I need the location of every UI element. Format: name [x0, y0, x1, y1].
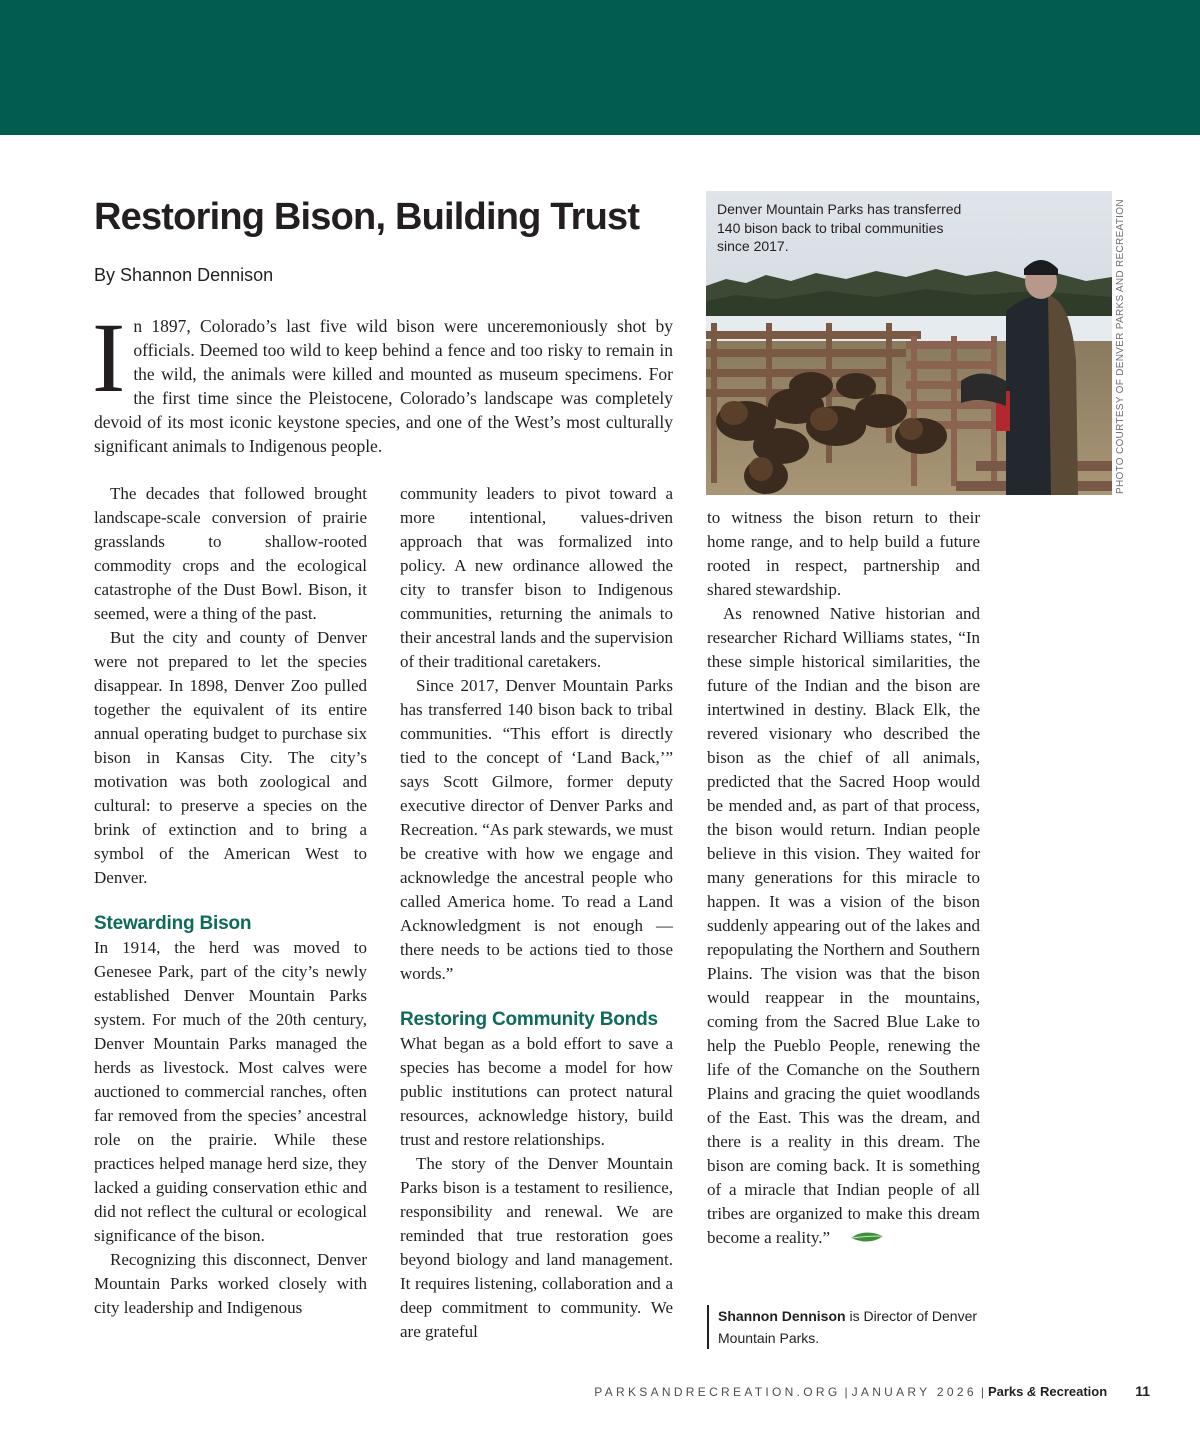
page-number: 11	[1135, 1383, 1150, 1399]
column-1	[94, 482, 367, 1320]
col1-paragraph-4: Recognizing this disconnect, Denver Mountain Parks worked closely with city leadership and Indigenous	[94, 1250, 367, 1317]
subhead-restoring-community-bonds: Restoring Community Bonds	[400, 1009, 658, 1030]
column-2	[400, 482, 673, 1344]
intro-paragraph	[92, 302, 673, 458]
magazine-name-part-2: Recreation	[1036, 1384, 1108, 1399]
photo-credit: PHOTO COURTESY OF DENVER PARKS AND RECREATION	[1115, 199, 1126, 494]
article-title: Restoring Bison, Building Trust	[94, 196, 640, 238]
footer-issue: JANUARY 2026	[851, 1385, 977, 1399]
header-bar	[0, 0, 1200, 135]
author-bio	[707, 1305, 1008, 1349]
col1-paragraph-1: The decades that followed brought landscape-scale conversion of prairie grasslands to shallow-rooted commodity crops and the ecological catastrophe of the Dust Bowl. Bison, it seemed, were a thing of the past.	[94, 484, 367, 623]
col2-paragraph-1: community leaders to pivot toward a more intentional, values-driven approach that was formalized into policy. A new ordinance allowed the city to transfer bison to Indigenous communities, returning the animals to their ancestral lands and the supervision of their traditional caretakers.	[400, 484, 673, 671]
magazine-name-ampersand: &	[1026, 1384, 1037, 1399]
col3-paragraph-2-text: As renowned Native historian and researcher Richard Williams states, “In these simple historical similarities, the future of the Indian and the bison are intertwined in destiny. Black Elk, the revered visionary who described the bison as the chief of all animals, predicted that the Sacred Hoop would be mended and, as part of that process, the bison would return. Indian people believe in this vision. They waited for many generations for this miracle to happen. It was a vision of the bison suddenly appearing out of the lakes and repopulating the Northern and Southern Plains. The vision was that the bison would reappear in the mountains, coming from the Sacred Blue Lake to help the Pueblo People, renewing the life of the Comanche on the Southern Plains and gracing the quiet woodlands of the East. This was the dream, and there is a reality in this dream. The bison are coming back. It is something of a miracle that Indian people of all tribes are organized to make this dream become a reality.”	[707, 604, 980, 1247]
col3-paragraph-1: to witness the bison return to their home range, and to help build a future rooted in respect, partnership and shared stewardship.	[707, 508, 980, 599]
page-footer	[594, 1383, 1150, 1399]
byline: By Shannon Dennison	[94, 265, 274, 285]
col2-paragraph-2: Since 2017, Denver Mountain Parks has transferred 140 bison back to tribal communities. “This effort is directly tied to the concept of ‘Land Back,’” says Scott Gilmore, former deputy executive director of Denver Parks and Recreation. “As park stewards, we must be creative with how we engage and acknowledge the ancestral people who called America home. To read a Land Acknowledgment is not enough — there needs to be actions tied to those words.”	[400, 676, 673, 983]
col3-paragraph-2	[707, 602, 980, 1251]
subhead-stewarding-bison: Stewarding Bison	[94, 913, 252, 934]
intro-text: n 1897, Colorado’s last five wild bison were unceremoniously shot by officials. Deemed too wild to keep behind a fence and too risky to remain in the wild, the animals were killed and mounted as museum specimens. For the first time since the Pleistocene, Colorado’s landscape was completely devoid of its most iconic keystone species, and one of the West’s most culturally significant animals to Indigenous people.	[94, 316, 673, 456]
footer-site: PARKSANDRECREATION.ORG	[594, 1385, 841, 1399]
footer-separator-2: |	[980, 1385, 984, 1399]
col1-paragraph-3: In 1914, the herd was moved to Genesee Park, part of the city’s newly established Denver Mountain Parks system. For much of the 20th century, Denver Mountain Parks managed the herds as livestock. Most calves were auctioned to commercial ranches, often far removed from the species’ ancestral role on the prairie. While these practices helped manage herd size, they lacked a guiding conservation ethic and did not reflect the cultural or ecological significance of the bison.	[94, 938, 367, 1245]
leaf-icon	[834, 1227, 884, 1251]
bison-photo	[706, 191, 1112, 495]
footer-magazine-name	[988, 1384, 1107, 1399]
footer-separator-1: |	[844, 1385, 848, 1399]
photo-caption: Denver Mountain Parks has transferred 140 bison back to tribal communities since 2017.	[717, 201, 962, 254]
col1-paragraph-2: But the city and county of Denver were not prepared to let the species disappear. In 1898, Denver Zoo pulled together the equivalent of its entire annual operating budget to purchase six bison in Kansas City. The city’s motivation was both zoological and cultural: to preserve a species on the brink of extinction and to bring a symbol of the American West to Denver.	[94, 628, 367, 887]
drop-cap: I	[92, 302, 126, 413]
column-3	[707, 506, 980, 1251]
author-bio-text: is Director of Denver Mountain Parks.	[718, 1308, 978, 1346]
col2-paragraph-3: What began as a bold effort to save a species has become a model for how public institutions can protect natural resources, acknowledge history, build trust and restore relationships.	[400, 1034, 673, 1149]
col2-paragraph-4: The story of the Denver Mountain Parks bison is a testament to resilience, responsibility and renewal. We are reminded that true restoration goes beyond biology and land management. It requires listening, collaboration and a deep commitment to community. We are grateful	[400, 1154, 673, 1341]
author-name: Shannon Dennison	[718, 1308, 846, 1324]
magazine-name-part-1: Parks	[987, 1384, 1027, 1399]
